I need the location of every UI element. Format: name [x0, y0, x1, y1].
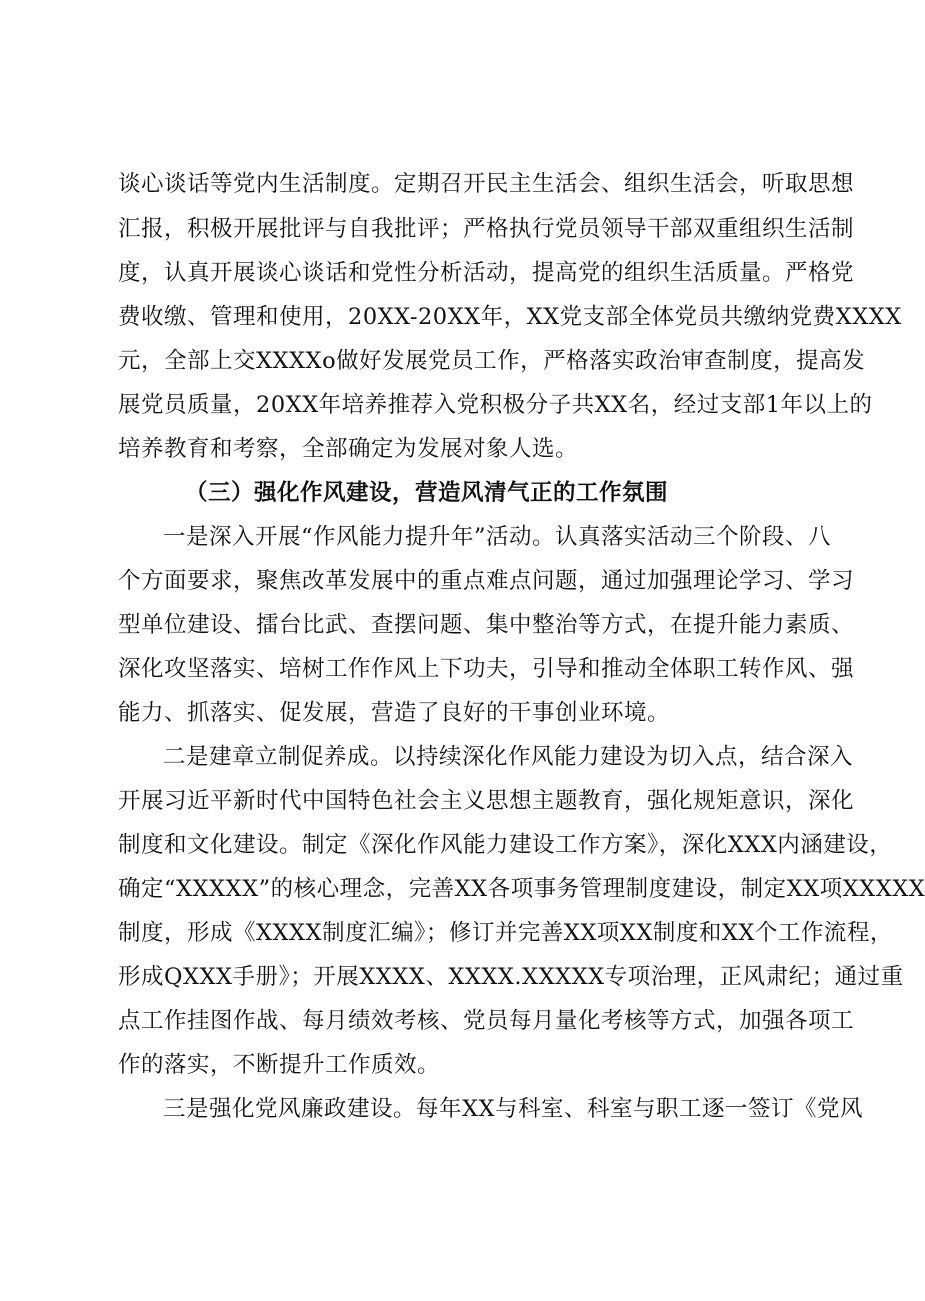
paragraph-first-line: 二是建章立制促养成。以持续深化作风能力建设为切入点，结合深入	[163, 744, 854, 770]
body-text-line: 展党员质量，20XX年培养推荐入党积极分子共XX名，经过支部1年以上的	[118, 392, 873, 418]
paragraph-first-line: 三是强化党风廉政建设。每年XX与科室、科室与职工逐一签订《党风	[163, 1096, 864, 1122]
body-text-line: 个方面要求，聚焦改革发展中的重点难点问题，通过加强理论学习、学习	[118, 568, 855, 594]
body-text-line: 谈心谈话等党内生活制度。定期召开民主生活会、组织生活会，听取思想	[118, 171, 855, 197]
body-text-line: 型单位建设、擂台比武、查摆问题、集中整治等方式，在提升能力素质、	[118, 612, 855, 638]
body-text-line: 制度，形成《XXXX制度汇编》；修订并完善XX项XX制度和XX个工作流程，	[118, 920, 893, 946]
section-heading: （三）强化作风建设，营造风清气正的工作氛围	[185, 480, 669, 506]
body-text-line: 作的落实，不断提升工作质效。	[118, 1052, 441, 1078]
body-text-line: 能力、抓落实、促发展，营造了良好的干事创业环境。	[118, 700, 671, 726]
body-text-line: 费收缴、管理和使用，20XX-20XX年，XX党支部全体党员共缴纳党费XXXX	[118, 304, 902, 330]
body-text-line: 培养教育和考察，全部确定为发展对象人选。	[118, 436, 579, 462]
body-text-line: 度，认真开展谈心谈话和党性分析活动，提高党的组织生活质量。严格党	[118, 260, 855, 286]
body-text-line: 开展习近平新时代中国特色社会主义思想主题教育，强化规矩意识，深化	[118, 788, 855, 814]
body-text-line: 制度和文化建设。制定《深化作风能力建设工作方案》，深化XXX内涵建设，	[118, 832, 893, 858]
body-text-line: 形成QXXX手册》；开展XXXX、XXXX.XXXXX专项治理，正风肃纪；通过重	[118, 964, 904, 990]
body-text-line: 确定“XXXXX”的核心理念，完善XX各项事务管理制度建设，制定XX项XXXXX	[118, 876, 925, 902]
body-text-line: 元，全部上交XXXXo做好发展党员工作，严格落实政治审查制度，提高发	[118, 348, 866, 374]
paragraph-first-line: 一是深入开展“作风能力提升年”活动。认真落实活动三个阶段、八	[163, 524, 832, 550]
body-text-line: 深化攻坚落实、培树工作作风上下功夫，引导和推动全体职工转作风、强	[118, 656, 855, 682]
body-text-line: 汇报，积极开展批评与自我批评；严格执行党员领导干部双重组织生活制	[118, 216, 855, 242]
body-text-line: 点工作挂图作战、每月绩效考核、党员每月量化考核等方式，加强各项工	[118, 1008, 855, 1034]
